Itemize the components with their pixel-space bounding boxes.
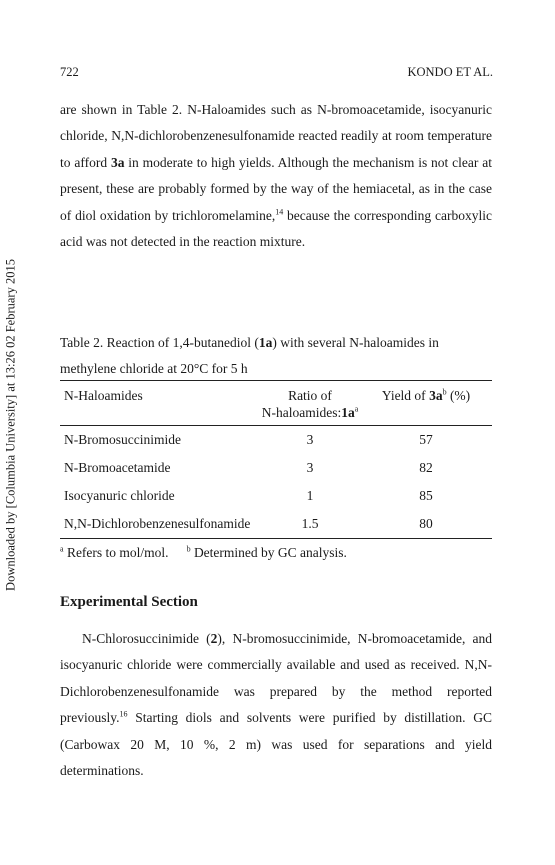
table-row (60, 454, 492, 482)
cell-name: N-Bromoacetamide (64, 460, 171, 475)
cell-ratio: 3 (306, 432, 314, 447)
compound-3a: 3a (110, 154, 125, 170)
header-ratio-line1: Ratio of (288, 388, 332, 403)
header-haloamides: N-Haloamides (64, 388, 143, 403)
paragraph1-text-a: are shown in Table 2. N-Haloamides such as N-bromoacetamide, isocyanuric chloride, N,N-dichlorobenzenesulfonamide reacted readily at room temperature to afford (60, 102, 492, 170)
cell-name: N-Bromosuccinimide (64, 432, 181, 447)
footnote-a: Refers to mol/mol. (63, 545, 169, 560)
page-number: 722 (60, 65, 79, 79)
download-watermark-text: Downloaded by [Columbia University] at 13:26 02 February 2015 (3, 259, 18, 591)
paragraph1-text-b: in moderate to high yields. Although the mechanism is not clear at present, these are probably formed by the way of the hemiacetal, as in the case of diol oxidation by trichloromelamine, (60, 154, 492, 223)
table-row (60, 510, 492, 539)
cell-yield: 80 (419, 516, 433, 531)
page-header (60, 65, 493, 80)
reference-14: 14 (275, 207, 284, 217)
table-row (60, 426, 492, 455)
header-ratio-prefix: N-haloamides: (261, 405, 342, 420)
experimental-paragraph (60, 626, 492, 784)
compound-2: 2 (210, 631, 218, 646)
header-ratio-line2 (260, 404, 360, 421)
body-paragraph-1 (60, 97, 492, 255)
header-ratio (260, 381, 360, 426)
table-header-row (60, 381, 492, 426)
header-ratio-compound: 1a (341, 405, 355, 420)
cell-name: Isocyanuric chloride (64, 488, 175, 503)
caption-compound-1a: 1a (258, 335, 273, 350)
cell-ratio: 3 (306, 460, 314, 475)
section-title: Experimental Section (60, 594, 198, 610)
header-yield-sup: b (442, 387, 447, 397)
experimental-text-b: ), N-bromosuccinimide, N-bromoacetamide, and isocyanuric chloride were commercially available and used as received. N,N-Dichlorobenzenesulfonamide was prepared by the method reported previously. (60, 631, 492, 726)
experimental-text-a: N-Chlorosuccinimide ( (82, 631, 211, 646)
footnote-b-mark: b (186, 544, 191, 554)
running-head: KONDO ET AL. (407, 65, 493, 79)
table-caption (60, 330, 492, 383)
header-yield-prefix: Yield of (381, 388, 430, 403)
cell-yield: 82 (419, 460, 433, 475)
cell-yield: 57 (419, 432, 433, 447)
paragraph1-text-c: because the corresponding carboxylic acid was not detected in the reaction mixture. (60, 207, 492, 250)
header-ratio-sup: a (354, 404, 359, 414)
experimental-text-c: Starting diols and solvents were purified by distillation. GC (Carbowax 20 M, 10 %, 2 m) was used for separations and yield determinations. (60, 710, 492, 779)
cell-ratio: 1.5 (301, 516, 319, 531)
header-yield-compound: 3a (429, 388, 443, 403)
table-row (60, 482, 492, 510)
cell-name: N,N-Dichlorobenzenesulfonamide (64, 516, 251, 531)
header-yield (360, 381, 492, 426)
caption-text-a: Table 2. Reaction of 1,4-butanediol ( (60, 335, 259, 350)
caption-text-b: ) with several N-haloamides in methylene chloride at 20°C for 5 h (60, 335, 439, 377)
footnote-a-mark: a (60, 544, 64, 554)
header-yield-suffix: (%) (446, 388, 471, 403)
cell-yield: 85 (419, 488, 433, 503)
table-footnotes (60, 543, 492, 563)
reference-16: 16 (119, 709, 128, 719)
download-watermark (2, 245, 20, 605)
results-table (60, 380, 492, 539)
cell-ratio: 1 (306, 488, 314, 503)
footnote-b: Determined by GC analysis. (190, 545, 347, 560)
